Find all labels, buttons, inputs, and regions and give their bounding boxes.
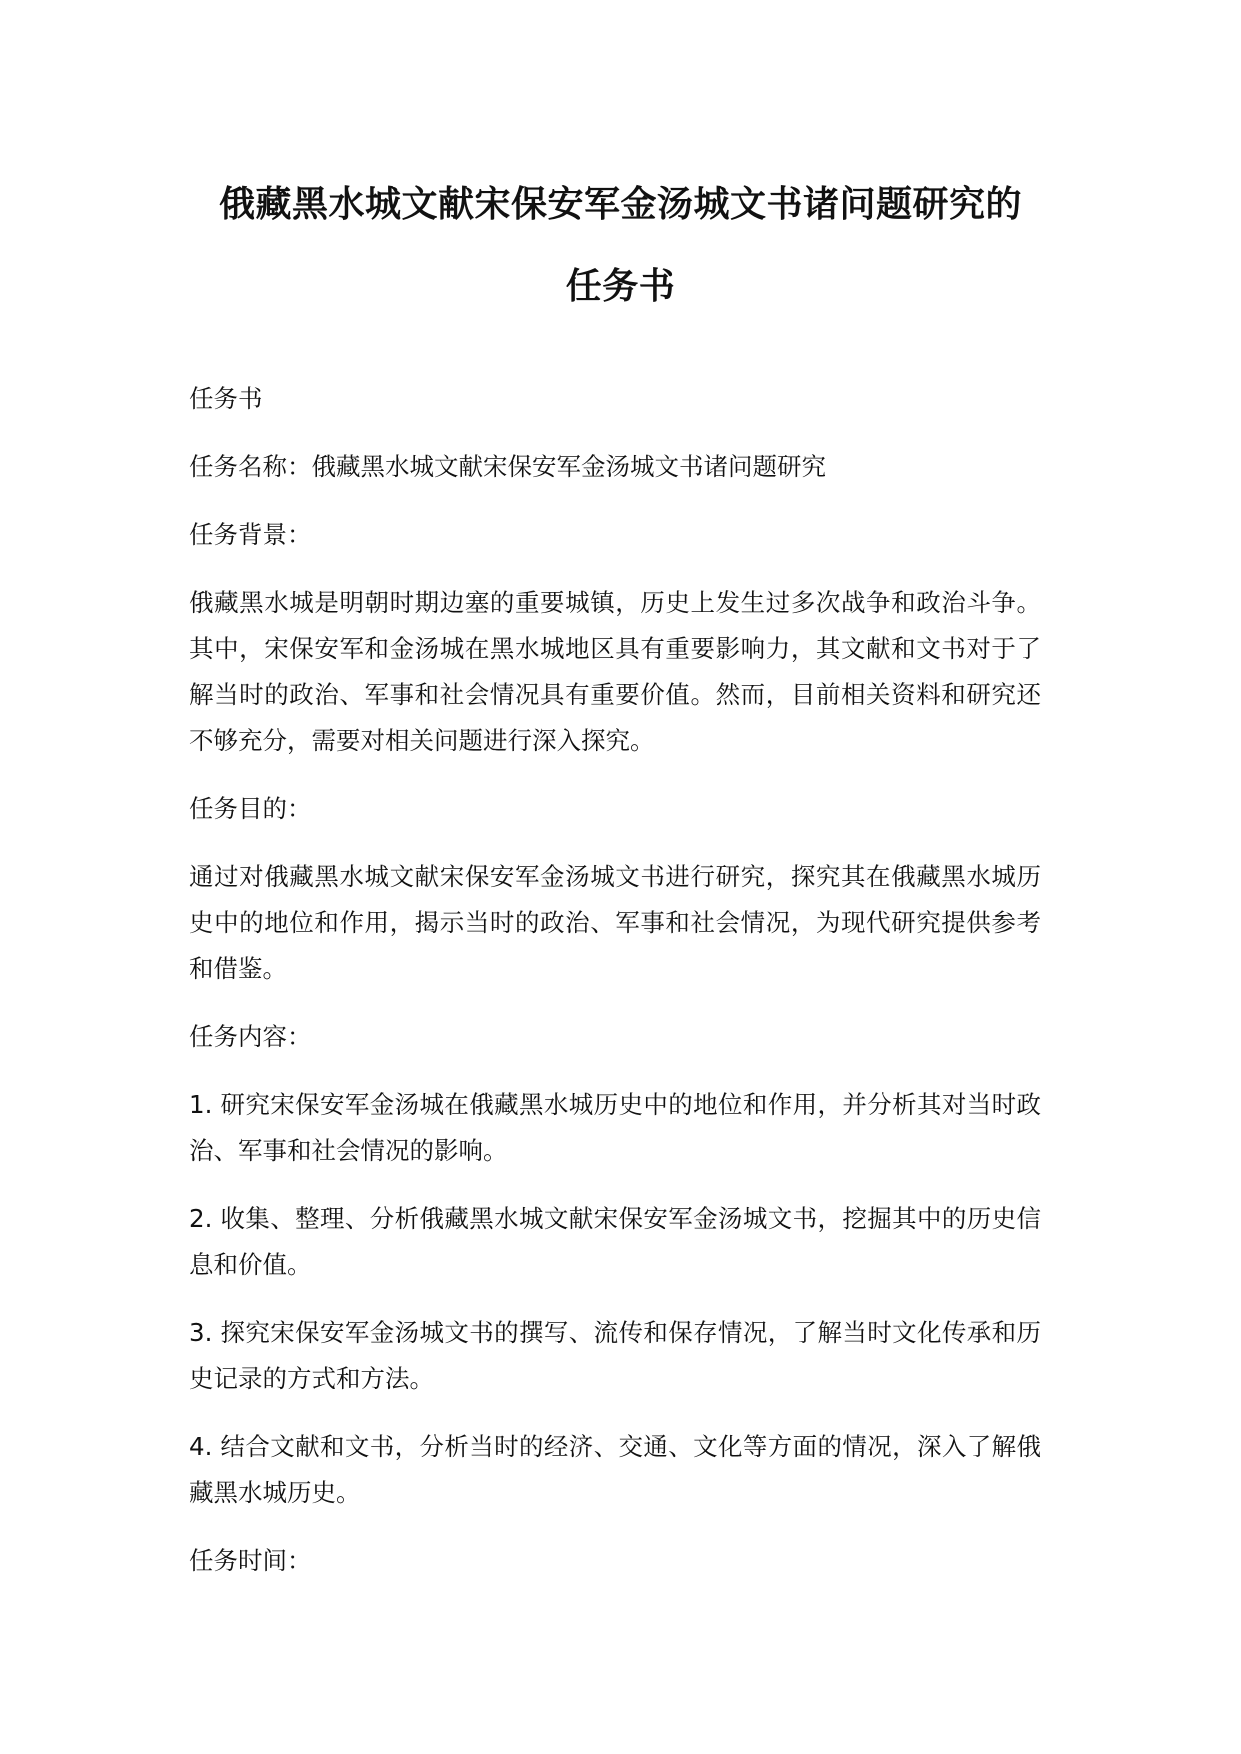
document-body bbox=[189, 376, 1041, 1606]
content-heading: 任务内容： bbox=[189, 1022, 312, 1051]
purpose-paragraph: 通过对俄藏黑水城文献宋保安军金汤城文书进行研究，探究其在俄藏黑水城历史中的地位和作用，揭示当时的政治、军事和社会情况，为现代研究提供参考和借鉴。 bbox=[189, 862, 1041, 983]
content-item: 3. 探究宋保安军金汤城文书的撰写、流传和保存情况，了解当时文化传承和历史记录的方式和方法。 bbox=[189, 1318, 1041, 1393]
document-title-line-2: 任务书 bbox=[565, 266, 676, 307]
time-heading: 任务时间： bbox=[189, 1546, 312, 1575]
content-item: 2. 收集、整理、分析俄藏黑水城文献宋保安军金汤城文书，挖掘其中的历史信息和价值。 bbox=[189, 1204, 1041, 1279]
document-title-line-1: 俄藏黑水城文献宋保安军金汤城文书诸问题研究的 bbox=[218, 184, 1022, 225]
task-name: 任务名称：俄藏黑水城文献宋保安军金汤城文书诸问题研究 bbox=[189, 452, 826, 481]
background-paragraph: 俄藏黑水城是明朝时期边塞的重要城镇，历史上发生过多次战争和政治斗争。其中，宋保安军和金汤城在黑水城地区具有重要影响力，其文献和文书对于了解当时的政治、军事和社会情况具有重要价值。然而，目前相关资料和研究还不够充分，需要对相关问题进行深入探究。 bbox=[189, 588, 1041, 755]
section-label: 任务书 bbox=[189, 384, 263, 413]
content-item: 4. 结合文献和文书，分析当时的经济、交通、文化等方面的情况，深入了解俄藏黑水城历史。 bbox=[189, 1432, 1041, 1507]
background-heading: 任务背景： bbox=[189, 520, 312, 549]
content-item: 1. 研究宋保安军金汤城在俄藏黑水城历史中的地位和作用，并分析其对当时政治、军事和社会情况的影响。 bbox=[189, 1090, 1041, 1165]
purpose-heading: 任务目的： bbox=[189, 794, 312, 823]
